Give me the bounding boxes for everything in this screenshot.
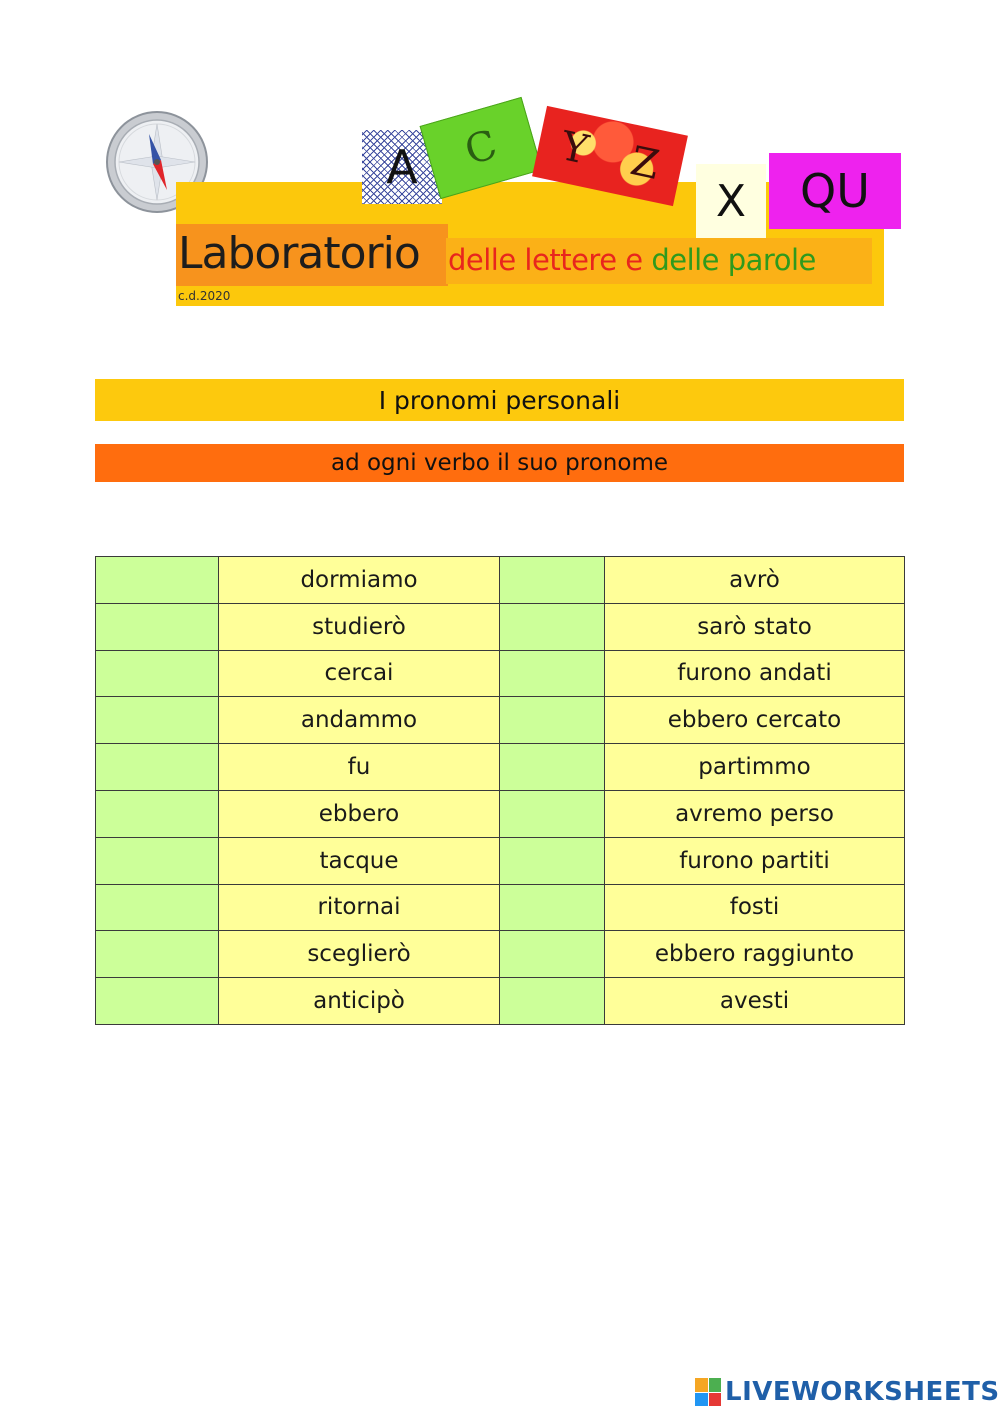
pronoun-input[interactable] [500,931,604,977]
pronoun-answer-cell-right[interactable] [500,837,605,884]
letter-y: Y [556,123,593,174]
pronoun-input[interactable] [96,697,218,743]
verb-cell-right: avremo perso [605,790,905,837]
pronoun-input[interactable] [500,651,604,697]
pronoun-input[interactable] [96,885,218,931]
pronoun-answer-cell-right[interactable] [500,790,605,837]
table-row [96,557,905,604]
pronoun-answer-cell-right[interactable] [500,931,605,978]
letter-tile-c: C [420,97,543,199]
table-row [96,697,905,744]
pronoun-answer-cell-left[interactable] [96,884,219,931]
verb-cell-right: avesti [605,978,905,1025]
credit-text: c.d.2020 [178,289,231,303]
letter-tile-x: X [696,164,766,238]
logo-subtitle-words: delle parole [651,243,816,277]
pronoun-answer-cell-left[interactable] [96,603,219,650]
pronoun-input[interactable] [96,838,218,884]
pronoun-input[interactable] [500,697,604,743]
verb-cell-left: ebbero [219,790,500,837]
verb-cell-left: sceglierò [219,931,500,978]
worksheet-instruction: ad ogni verbo il suo pronome [95,444,904,482]
table-row [96,837,905,884]
pronoun-input[interactable] [96,978,218,1024]
verb-cell-left: anticipò [219,978,500,1025]
verb-cell-left: fu [219,744,500,791]
pronoun-answer-cell-left[interactable] [96,978,219,1025]
table-row [96,744,905,791]
pronoun-input[interactable] [500,604,604,650]
letter-tile-a: A [362,130,442,204]
pronoun-input[interactable] [96,604,218,650]
pronoun-answer-cell-right[interactable] [500,697,605,744]
pronoun-answer-cell-left[interactable] [96,650,219,697]
verb-cell-right: ebbero raggiunto [605,931,905,978]
table-row [96,884,905,931]
pronoun-answer-cell-left[interactable] [96,697,219,744]
verb-cell-left: studierò [219,603,500,650]
pronoun-answer-cell-right[interactable] [500,603,605,650]
pronoun-answer-cell-left[interactable] [96,557,219,604]
verb-cell-right: fosti [605,884,905,931]
verb-cell-left: dormiamo [219,557,500,604]
table-row [96,978,905,1025]
verb-cell-left: andammo [219,697,500,744]
worksheet-title: I pronomi personali [95,379,904,421]
pronoun-answer-cell-right[interactable] [500,884,605,931]
pronoun-input[interactable] [96,791,218,837]
pronoun-input[interactable] [96,651,218,697]
pronoun-answer-cell-left[interactable] [96,790,219,837]
pronoun-input[interactable] [500,885,604,931]
pronoun-answer-cell-right[interactable] [500,650,605,697]
liveworksheets-logo-icon [695,1378,721,1406]
pronoun-input[interactable] [500,838,604,884]
pronoun-input[interactable] [500,791,604,837]
pronoun-answer-cell-right[interactable] [500,978,605,1025]
table-row [96,931,905,978]
verb-cell-left: tacque [219,837,500,884]
verb-cell-right: sarò stato [605,603,905,650]
verb-cell-right: ebbero cercato [605,697,905,744]
table-row [96,650,905,697]
pronoun-answer-cell-left[interactable] [96,931,219,978]
pronoun-answer-cell-right[interactable] [500,744,605,791]
letter-tile-qu: QU [769,153,901,229]
liveworksheets-brand [695,1377,1000,1407]
pronoun-input[interactable] [96,744,218,790]
pronoun-answer-cell-left[interactable] [96,837,219,884]
verb-pronoun-table [95,556,905,1025]
table-row [96,603,905,650]
table-row [96,790,905,837]
verb-cell-right: furono andati [605,650,905,697]
verb-cell-left: ritornai [219,884,500,931]
verb-cell-right: avrò [605,557,905,604]
logo-subtitle-letters: delle lettere e [448,243,643,277]
verb-cell-left: cercai [219,650,500,697]
logo-subtitle [448,243,816,277]
logo-title: Laboratorio [178,228,420,279]
pronoun-input[interactable] [500,557,604,603]
pronoun-input[interactable] [500,744,604,790]
verb-cell-right: partimmo [605,744,905,791]
pronoun-input[interactable] [96,931,218,977]
letter-z: Z [626,138,664,189]
verb-cell-right: furono partiti [605,837,905,884]
brand-name: LIVEWORKSHEETS [725,1377,1000,1407]
pronoun-input[interactable] [500,978,604,1024]
pronoun-answer-cell-right[interactable] [500,557,605,604]
pronoun-input[interactable] [96,557,218,603]
pronoun-answer-cell-left[interactable] [96,744,219,791]
